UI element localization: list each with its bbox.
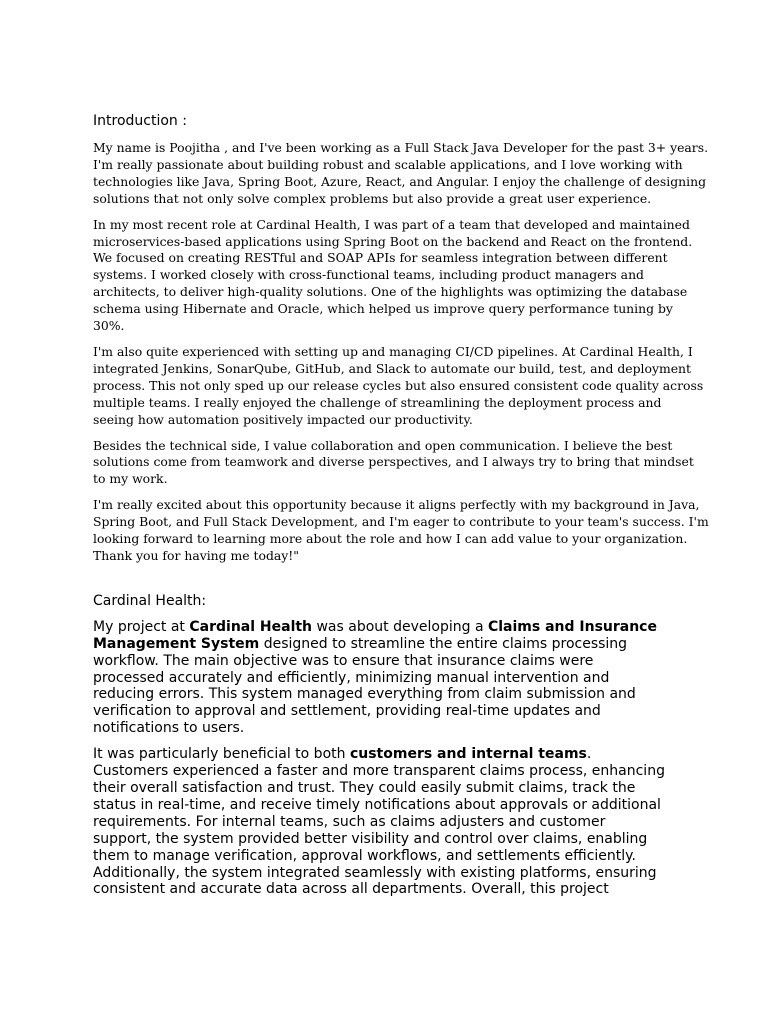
text-line: systems. I worked closely with cross-functional teams, including product managers and <box>93 267 644 283</box>
text-line: reducing errors. This system managed everything from claim submission and <box>93 686 636 703</box>
intro-paragraph-1 <box>93 140 709 208</box>
text-line: workflow. The main objective was to ensure that insurance claims were <box>93 652 594 669</box>
cardinal-paragraph-1 <box>93 619 678 737</box>
text-run: was about developing a <box>312 618 488 635</box>
text-line <box>93 636 678 653</box>
text-line: Besides the technical side, I value collaboration and open communication. I believe the best <box>93 437 673 453</box>
text-line <box>93 619 678 636</box>
text-line: Additionally, the system integrated seamlessly with existing platforms, ensuring <box>93 864 657 881</box>
text-line: processed accurately and efficiently, minimizing manual intervention and <box>93 669 610 686</box>
intro-paragraph-3 <box>93 343 704 429</box>
intro-paragraph-5 <box>93 497 709 565</box>
text-line: My name is Poojitha , and I've been working as a Full Stack Java Developer for the past 3+ years. <box>93 140 709 155</box>
text-line: I'm really excited about this opportunity because it aligns perfectly with my background in Java, <box>93 497 700 513</box>
cardinal-heading: Cardinal Health: <box>93 592 207 609</box>
text-line: status in real-time, and receive timely notifications about approvals or additional <box>93 796 661 813</box>
intro-paragraph-2 <box>93 216 693 335</box>
bold-text: Management System <box>93 635 260 652</box>
text-line: Thank you for having me today!" <box>93 547 299 563</box>
text-line: microservices-based applications using Spring Boot on the backend and React on the frontend. <box>93 233 693 249</box>
text-run: It was particularly beneficial to both <box>93 746 350 763</box>
text-line: Spring Boot, and Full Stack Development, and I'm eager to contribute to your team's success. I'm <box>93 514 709 530</box>
text-line: verification to approval and settlement, providing real-time updates and <box>93 703 601 720</box>
text-line: I'm really passionate about building robust and scalable applications, and I love working with <box>93 156 683 172</box>
text-line: notifications to users. <box>93 720 245 737</box>
text-line: We focused on creating RESTful and SOAP APIs for seamless integration between different <box>93 250 668 266</box>
bold-text: customers and internal teams <box>349 746 587 763</box>
intro-paragraph-4 <box>93 437 694 489</box>
text-line: schema using Hibernate and Oracle, which helped us improve query performance tuning by <box>93 301 673 317</box>
text-line: solutions that not only solve complex problems but also provide a great user experience. <box>93 190 652 206</box>
cardinal-paragraph-2 <box>93 746 678 898</box>
text-line: solutions come from teamwork and diverse perspectives, and I always try to bring that mindset <box>93 454 694 470</box>
text-line: to my work. <box>93 471 168 487</box>
bold-text: Claims and Insurance <box>487 618 657 635</box>
text-line: support, the system provided better visibility and control over claims, enabling <box>93 830 648 847</box>
document-content <box>93 111 709 898</box>
intro-heading: Introduction : <box>93 113 187 129</box>
text-line: In my most recent role at Cardinal Health, I was part of a team that developed and maintained <box>93 216 690 232</box>
text-line: their overall satisfaction and trust. They could easily submit claims, track the <box>93 780 636 796</box>
text-line: consistent and accurate data across all departments. Overall, this project <box>93 881 609 898</box>
text-line: seeing how automation positively impacted our productivity. <box>93 411 473 427</box>
text-line: I'm also quite experienced with setting up and managing CI/CD pipelines. At Cardinal Health, I <box>93 343 693 359</box>
text-line: Customers experienced a faster and more transparent claims process, enhancing <box>93 763 665 780</box>
text-line: integrated Jenkins, SonarQube, GitHub, and Slack to automate our build, test, and deployment <box>93 360 692 376</box>
text-line: them to manage verification, approval workflows, and settlements efficiently. <box>93 847 636 864</box>
text-line: looking forward to learning more about the role and how I can add value to your organization. <box>93 531 688 547</box>
text-run: My project at <box>93 618 190 635</box>
text-line: multiple teams. I really enjoyed the challenge of streamlining the deployment process and <box>93 394 662 410</box>
bold-text: Cardinal Health <box>189 618 313 635</box>
text-line: requirements. For internal teams, such as claims adjusters and customer <box>93 813 606 830</box>
text-line: architects, to deliver high-quality solutions. One of the highlights was optimizing the database <box>93 284 688 300</box>
text-line: 30%. <box>93 318 125 334</box>
text-line: process. This not only sped up our release cycles but also ensured consistent code quality across <box>93 377 704 393</box>
text-line: technologies like Java, Spring Boot, Azure, React, and Angular. I enjoy the challenge of designing <box>93 173 707 189</box>
text-run: designed to streamline the entire claims processing <box>259 635 628 652</box>
text-run: . <box>586 746 592 763</box>
text-line <box>93 746 678 763</box>
